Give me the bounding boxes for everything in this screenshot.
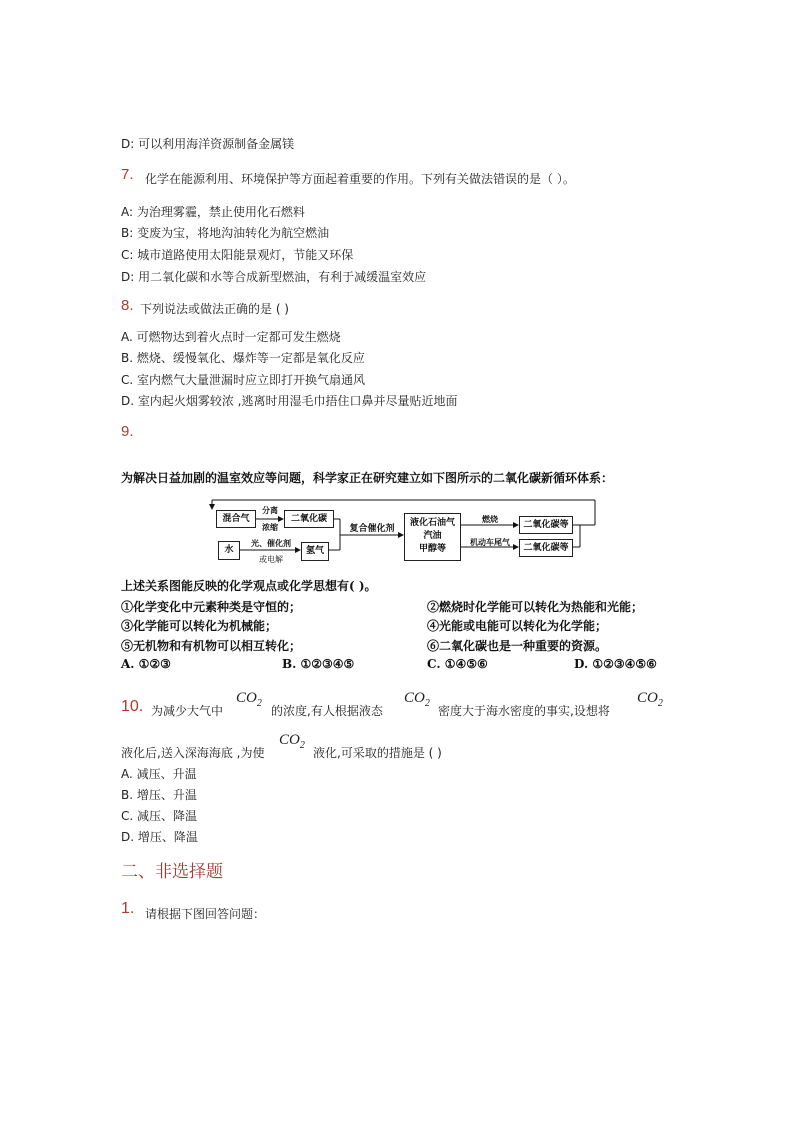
fuel-box: [404, 513, 461, 561]
q9-statement-3: ③化学能可以转化为机械能；: [121, 619, 278, 633]
exhaust-label: 机动车尾气: [470, 537, 510, 547]
q7-number: 7.: [121, 166, 134, 183]
hydrogen-box: [301, 542, 329, 561]
co2-formula-1: $CO_2$: [236, 690, 262, 709]
separate-label: 分离: [262, 505, 278, 515]
q9-number: 9.: [121, 423, 134, 440]
q8-number: 8.: [121, 297, 134, 314]
water-label: 水: [224, 545, 234, 555]
co2-formula-4: $CO_2$: [279, 732, 305, 751]
q6-option-d: D: 可以利用海洋资源制备金属镁: [121, 137, 295, 151]
co2-etc-label-1: 二氧化碳等: [523, 520, 569, 530]
co2-etc-label-2: 二氧化碳等: [523, 543, 569, 553]
composite-catalyst-label: 复合催化剂: [349, 524, 395, 534]
q8-stem: 下列说法或做法正确的是 ( ): [140, 302, 289, 316]
water-box: [218, 541, 240, 560]
q9-choice-c: C. ①④⑤⑥: [427, 657, 488, 671]
q9-choice-b: B. ①②③④⑤: [282, 657, 355, 671]
gasoline-label: 汽油: [423, 531, 442, 541]
co2-formula-2: $CO_2$: [404, 690, 430, 709]
q9-statement-1: ①化学变化中元素种类是守恒的；: [121, 600, 302, 614]
section-heading: 二、非选择题: [121, 862, 223, 882]
lpg-label: 液化石油气: [409, 518, 455, 528]
q7-option-d: D: 用二氧化碳和水等合成新型燃油，有利于减缓温室效应: [121, 270, 427, 284]
hydrogen-label: 氢气: [305, 546, 324, 556]
concentrate-label: 浓缩: [262, 522, 278, 532]
q9-statement-6: ⑥二氧化碳也是一种重要的资源。: [427, 639, 608, 653]
q10-number: 10.: [121, 698, 144, 715]
q10-option-d: D. 增压、降温: [121, 830, 198, 844]
q9-intro: 为解决日益加剧的温室效应等问题，科学家正在研究建立如下图所示的二氧化碳新循环体系：: [121, 471, 614, 485]
co2-formula-3: $CO_2$: [637, 690, 663, 709]
q9-statement-5: ⑤无机物和有机物可以相互转化；: [121, 639, 302, 653]
q10-text-3: 密度大于海水密度的事实,设想将: [438, 704, 610, 718]
q7-option-b: B: 变废为宝，将地沟油转化为航空燃油: [121, 226, 330, 240]
s2-q1-number: 1.: [121, 900, 135, 917]
q10-option-c: C. 减压、降温: [121, 809, 198, 823]
q7-option-a: A: 为治理雾霾，禁止使用化石燃料: [121, 205, 305, 219]
s2-q1-stem: 请根据下图回答问题：: [145, 907, 266, 921]
q9-statement-4: ④光能或电能可以转化为化学能；: [427, 619, 608, 633]
light-catalyst-label: 光、催化剂: [251, 538, 291, 548]
q8-option-b: B. 燃烧、缓慢氧化、爆炸等一定都是氧化反应: [121, 351, 365, 365]
co2-cycle-diagram: [200, 495, 610, 567]
q9-question: 上述关系图能反映的化学观点或化学思想有( )。: [121, 579, 377, 593]
q10-text-5: 液化,可采取的措施是 ( ): [313, 746, 442, 760]
q10-text-2: 的浓度,有人根据液态: [271, 704, 383, 718]
q7-stem: 化学在能源利用、环境保护等方面起着重要的作用。下列有关做法错误的是（ ）。: [145, 172, 575, 186]
q9-statement-2: ②燃烧时化学能可以转化为热能和光能；: [427, 600, 644, 614]
q9-choice-a: A. ①②③: [121, 657, 171, 671]
electrolysis-label: 或电解: [259, 555, 283, 564]
q8-option-c: C. 室内燃气大量泄漏时应立即打开换气扇通风: [121, 373, 366, 387]
co2-etc-box-1: [519, 516, 573, 534]
methanol-label: 甲醇等: [418, 544, 446, 554]
mix-gas-label: 混合气: [222, 514, 250, 524]
q8-option-a: A. 可燃物达到着火点时一定都可发生燃烧: [121, 330, 341, 344]
q7-option-c: C: 城市道路使用太阳能景观灯，节能又环保: [121, 248, 354, 262]
co2-label: 二氧化碳: [290, 514, 327, 524]
mix-gas-box: [216, 510, 256, 528]
q10-text-4: 液化后,送入深海海底 ,为使: [121, 746, 265, 760]
q10-text-1: 为减少大气中: [151, 704, 224, 718]
co2-etc-box-2: [519, 539, 573, 557]
q8-option-d: D. 室内起火烟雾较浓 ,逃离时用湿毛巾捂住口鼻并尽量贴近地面: [121, 394, 458, 408]
q9-choice-d: D. ①②③④⑤⑥: [574, 657, 657, 671]
burn-label: 燃烧: [482, 514, 498, 524]
co2-box: [284, 510, 334, 528]
q10-option-a: A. 减压、升温: [121, 767, 197, 781]
q10-option-b: B. 增压、升温: [121, 788, 197, 802]
